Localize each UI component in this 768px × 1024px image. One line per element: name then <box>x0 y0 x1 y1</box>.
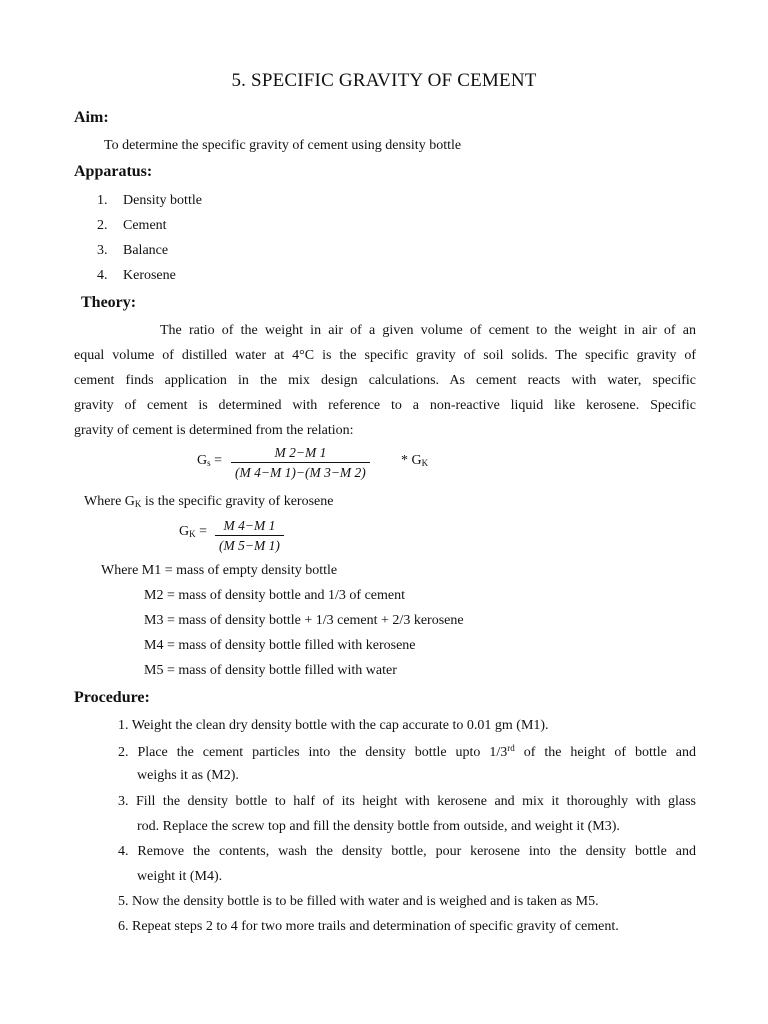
apparatus-item: 2. Cement <box>97 218 167 233</box>
formula-gs-lhs: $G_s$ = <box>197 453 223 468</box>
procedure-step-continuation: weighs it as (M2). <box>137 768 239 783</box>
theory-line: equal volume of distilled water at 4°C is the specific gravity of soil solids. The specific gravity of <box>74 348 696 363</box>
theory-line: cement finds application in the mix design calculations. As cement reacts with water, specific <box>74 373 696 388</box>
definition-m3: M3 = mass of density bottle + 1/3 cement + 2/3 kerosene <box>144 613 464 628</box>
formula-gs-denominator: (M 4−M 1)−(M 3−M 2) <box>235 465 366 480</box>
definition-m1: Where M1 = mass of empty density bottle <box>101 563 338 578</box>
definition-m2: M2 = mass of density bottle and 1/3 of cement <box>144 588 406 603</box>
procedure-step-continuation: rod. Replace the screw top and fill the density bottle from outside, and weight it (M3). <box>137 819 620 834</box>
fraction-bar <box>231 462 370 463</box>
formula-gk-lhs: $G_K$ = <box>179 524 208 539</box>
procedure-step: 1. Weight the clean dry density bottle with the cap accurate to 0.01 gm (M1). <box>118 718 549 733</box>
formula-gs-numerator: M 2−M 1 <box>274 445 327 460</box>
procedure-step: 4. Remove the contents, wash the density bottle, pour kerosene into the density bottle and <box>118 844 696 859</box>
definition-m5: M5 = mass of density bottle filled with water <box>144 663 397 678</box>
procedure-step: 6. Repeat steps 2 to 4 for two more trails and determination of specific gravity of cement. <box>118 919 619 934</box>
apparatus-item: 4. Kerosene <box>97 268 176 283</box>
procedure-step: 2. Place the cement particles into the density bottle upto 1/3rd of the height of bottle and <box>118 743 696 760</box>
formula-gk-denominator: (M 5−M 1) <box>219 538 280 553</box>
definition-m4: M4 = mass of density bottle filled with kerosene <box>144 638 416 653</box>
aim-text: To determine the specific gravity of cement using density bottle <box>104 138 462 153</box>
theory-line: gravity of cement is determined from the relation: <box>74 423 354 438</box>
procedure-step: 3. Fill the density bottle to half of its height with kerosene and mix it thoroughly with glass <box>118 794 696 809</box>
apparatus-item: 3. Balance <box>97 243 169 258</box>
formula-gk-fraction <box>215 518 284 554</box>
apparatus-item: 1. Density bottle <box>97 193 202 208</box>
aim-heading: Aim: <box>74 109 109 126</box>
procedure-step-continuation: weight it (M4). <box>137 869 223 884</box>
page-title: 5. SPECIFIC GRAVITY OF CEMENT <box>231 70 537 91</box>
theory-line: gravity of cement is determined with reference to a non-reactive liquid like kerosene. Specific <box>74 398 696 413</box>
fraction-bar <box>215 535 284 536</box>
theory-line: The ratio of the weight in air of a given volume of cement to the weight in air of an <box>160 323 696 338</box>
formula-gs-rhs: * $G_K$ <box>401 453 429 468</box>
formula-gs-fraction <box>231 445 370 481</box>
where-gk-text: Where $G_K$ is the specific gravity of kerosene <box>84 494 334 509</box>
formula-gk-numerator: M 4−M 1 <box>223 518 276 533</box>
procedure-step: 5. Now the density bottle is to be filled with water and is weighed and is taken as M5. <box>118 894 599 909</box>
apparatus-heading: Apparatus: <box>74 163 153 180</box>
theory-heading: Theory: <box>81 294 137 311</box>
procedure-heading: Procedure: <box>74 689 150 706</box>
